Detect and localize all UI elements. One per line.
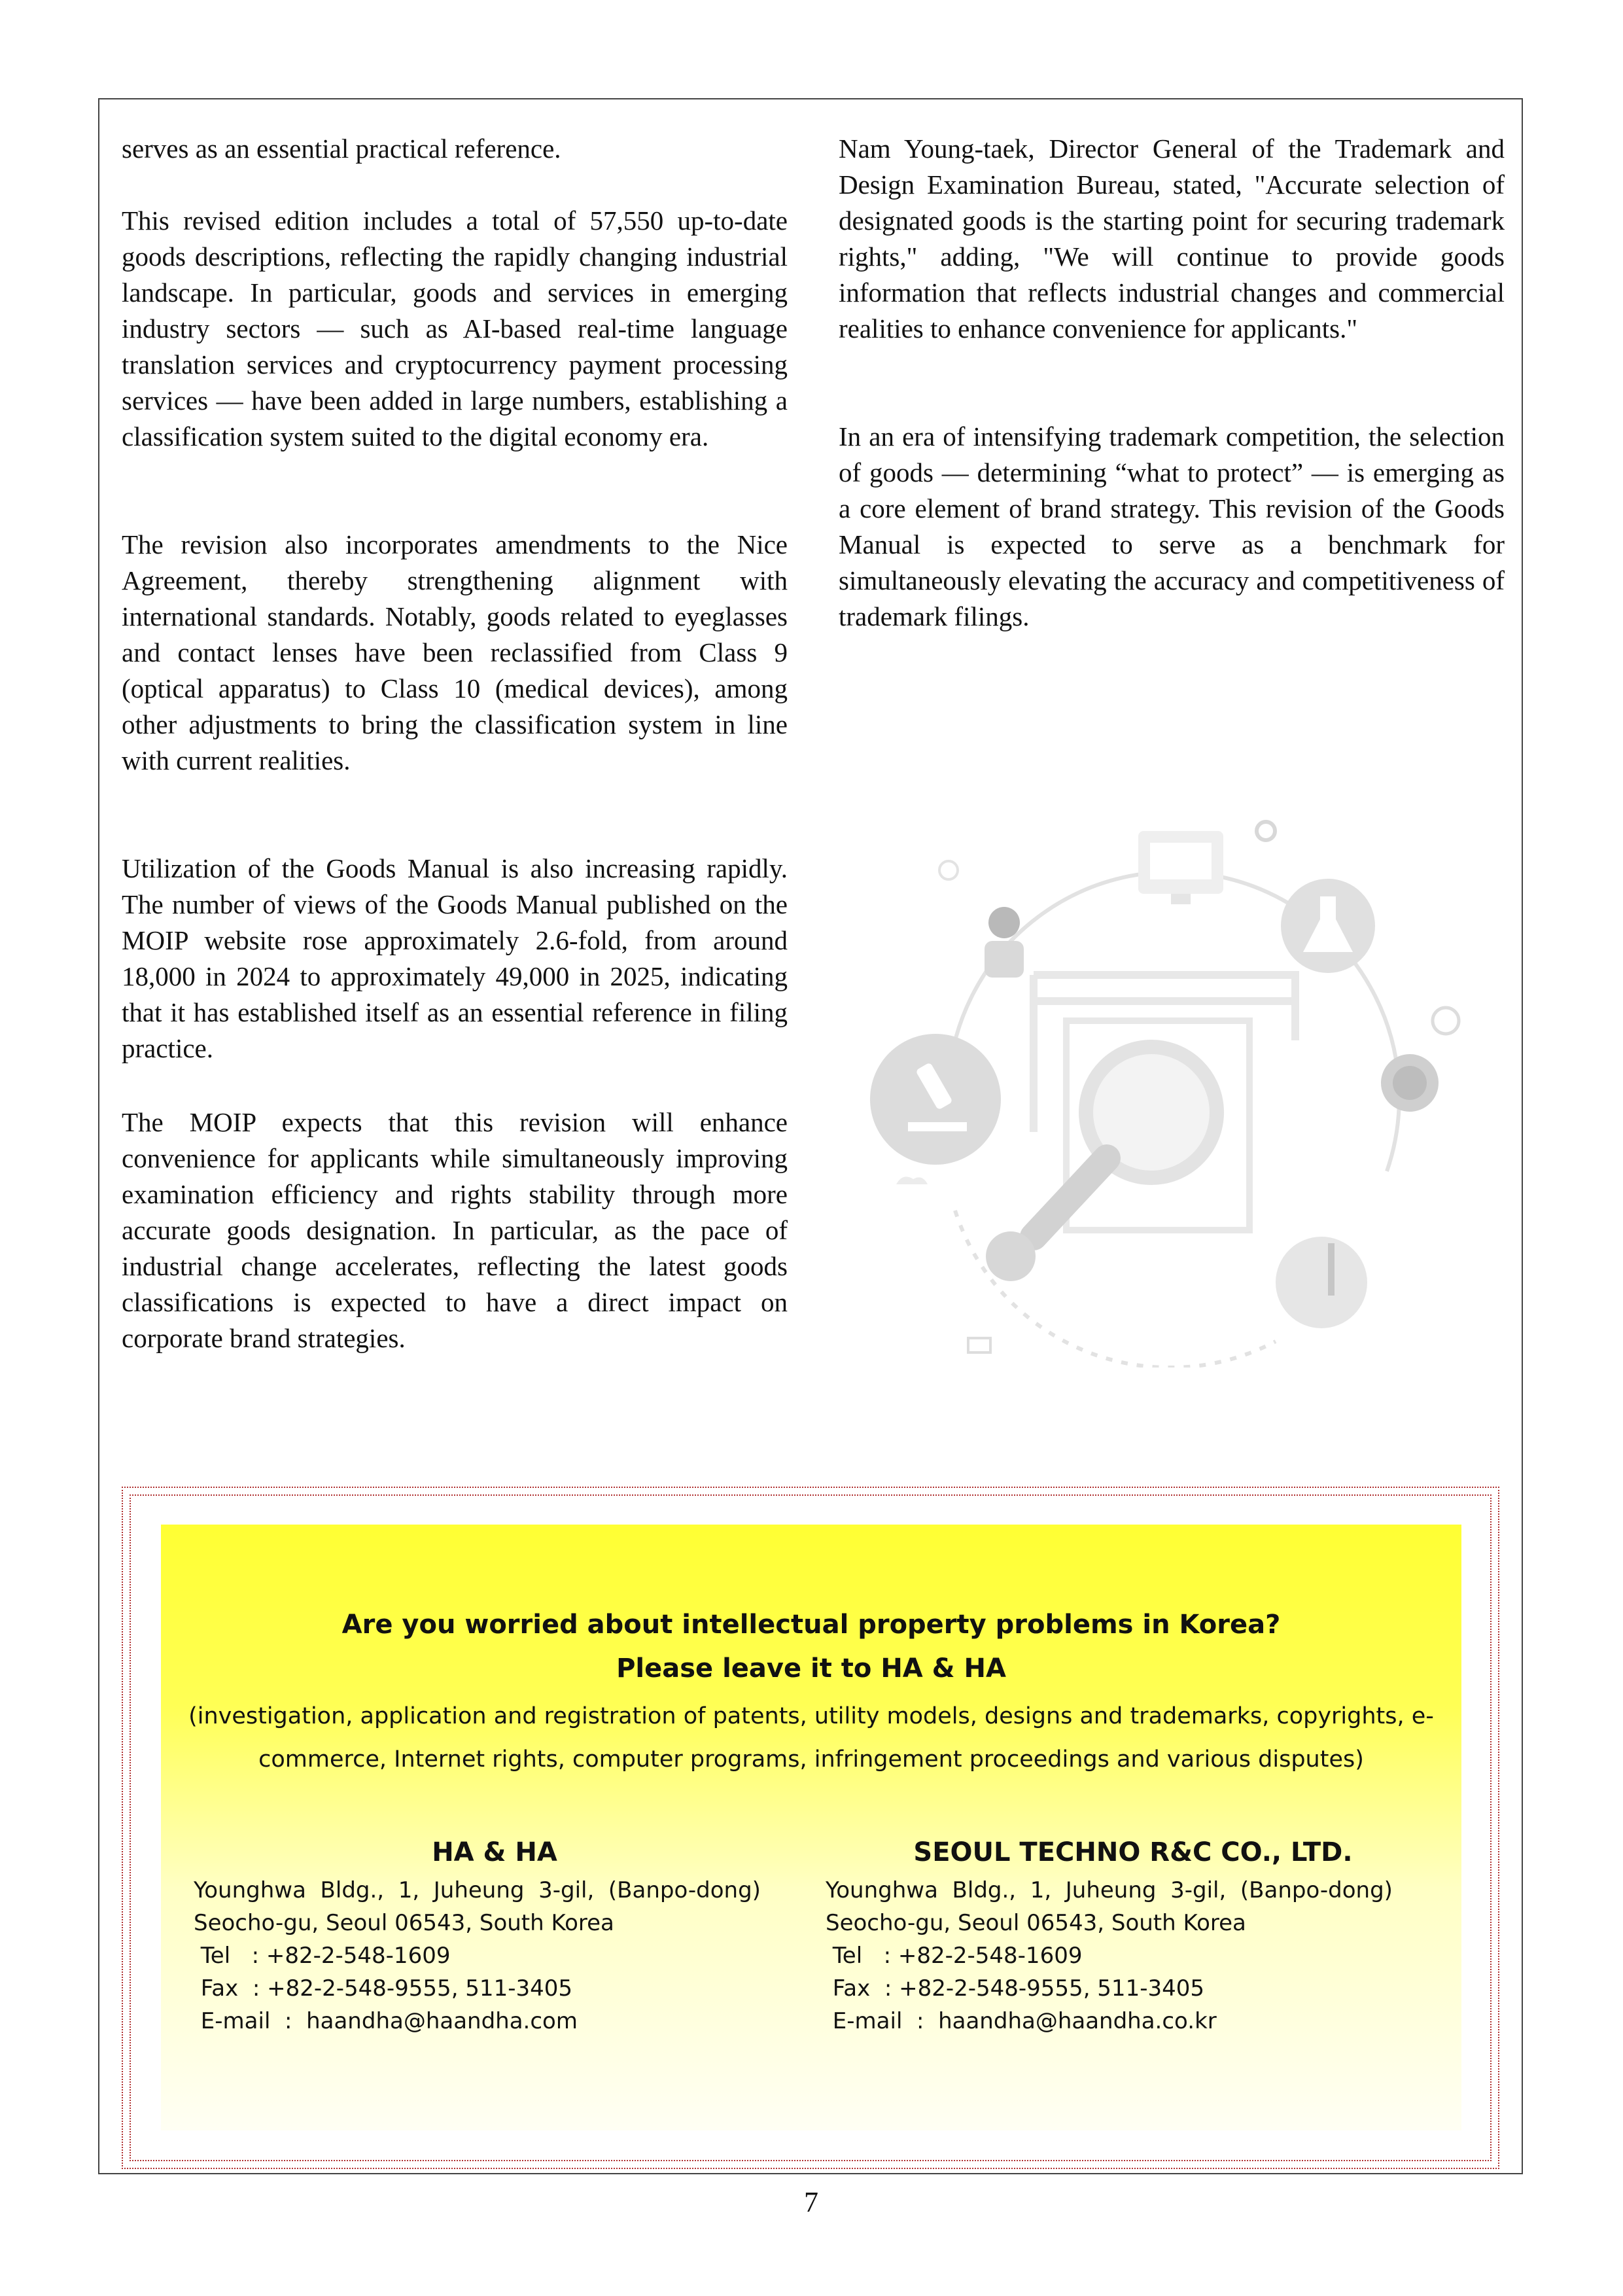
magnifier-icon — [1034, 1047, 1217, 1237]
flask-icon — [1281, 879, 1375, 973]
research-illustration — [870, 805, 1478, 1368]
office-email: E-mail : haandha@haandha.com — [194, 2008, 578, 2034]
office-email: E-mail : haandha@haandha.co.kr — [826, 2008, 1217, 2034]
microscope-icon — [870, 1034, 1001, 1165]
chat-icon — [939, 861, 958, 879]
office-fax: Fax : +82-2-548-9555, 511-3405 — [826, 1975, 1204, 2002]
paragraph: This revised edition includes a total of 57,550 up-to-date goods descriptions, reflecting the rapidly changing industrial landscape. In particular, goods and services in emerging industry sectors — such as AI-based real-time language translation services and cryptocurrency payment processing services — have been added in large numbers, establishing a classification system suited to the digital economy era. — [122, 205, 788, 451]
paragraph: Utilization of the Goods Manual is also increasing rapidly. The number of views of the Goods Manual published on the MOIP website rose approximately 2.6-fold, from around 18,000 in 2024 to approximately 49,000 in 2025, indicating that it has established itself as an essential reference in filing practice. — [122, 853, 788, 1063]
palette-icon — [1276, 1237, 1367, 1328]
office-address: Seocho-gu, Seoul 06543, South Korea — [826, 1910, 1246, 1936]
paragraph: In an era of intensifying trademark competition, the selection of goods — determining “what to protect” — is emerging as a core element of brand strategy. This revision of the Goods Manual is expected to serve as a benchmark for simultaneously elevating the accuracy and competitiveness of trademark filings. — [839, 421, 1505, 631]
ad-subtitle — [183, 1695, 1439, 1781]
paragraph: serves as an essential practical reference. — [122, 133, 561, 164]
office-address: Younghwa Bldg., 1, Juheung 3-gil, (Banpo-dong) — [826, 1877, 1393, 1903]
paragraph: The MOIP expects that this revision will enhance convenience for applicants while simultaneously improving examination efficiency and rights stability through more accurate goods designation. In particular, as the pace of industrial change accelerates, reflecting the latest goods classifications is expected to have a direct impact on corporate brand strategies. — [122, 1107, 788, 1353]
left-column — [122, 131, 788, 1356]
ad-headline: Are you worried about intellectual property problems in Korea? — [341, 1610, 1281, 1640]
office-name: HA & HA — [432, 1837, 557, 1867]
paragraph: Nam Young-taek, Director General of the Trademark and Design Examination Bureau, stated, "Accurate selection of designated goods is the starting point for securing trademark rights," adding, "We will continue to provide goods information that reflects industrial changes and commercial realities to enhance convenience for applicants." — [839, 133, 1505, 344]
ad-headline-2: Please leave it to HA & HA — [616, 1653, 1006, 1684]
office-tel: Tel : +82-2-548-1609 — [194, 1943, 451, 1969]
office-address: Seocho-gu, Seoul 06543, South Korea — [194, 1910, 614, 1936]
office-block-seoul-techno — [826, 1837, 1440, 2038]
office-address: Younghwa Bldg., 1, Juheung 3-gil, (Banpo-dong) — [194, 1877, 761, 1903]
office-block-haha — [194, 1837, 795, 2038]
office-name: SEOUL TECHNO R&C CO., LTD. — [913, 1837, 1353, 1867]
ad-subtitle-line: (investigation, application and registration of patents, utility models, designs and trademarks, copyrights, e- — [188, 1703, 1434, 1729]
basketball-icon — [986, 1231, 1036, 1281]
gear-icon — [1257, 822, 1275, 840]
person-icon — [985, 907, 1024, 978]
paragraph: The revision also incorporates amendments to the Nice Agreement, thereby strengthening alignment with international standards. Notably, goods related to eyeglasses and contact lenses have been reclassified from Class 9 (optical apparatus) to Class 10 (medical devices), among other adjustments to bring the classification system in line with current realities. — [122, 529, 788, 775]
atom-icon — [1433, 1008, 1459, 1034]
mail-icon — [968, 1338, 990, 1352]
office-fax: Fax : +82-2-548-9555, 511-3405 — [194, 1975, 572, 2002]
globe-icon — [1381, 1054, 1439, 1112]
office-tel: Tel : +82-2-548-1609 — [826, 1943, 1083, 1969]
ad-subtitle-line: commerce, Internet rights, computer programs, infringement proceedings and various disputes) — [258, 1746, 1364, 1773]
right-column — [839, 131, 1505, 635]
page-number: 7 — [804, 2186, 818, 2218]
cloud-icon — [896, 1176, 928, 1184]
monitor-icon — [1138, 831, 1223, 904]
